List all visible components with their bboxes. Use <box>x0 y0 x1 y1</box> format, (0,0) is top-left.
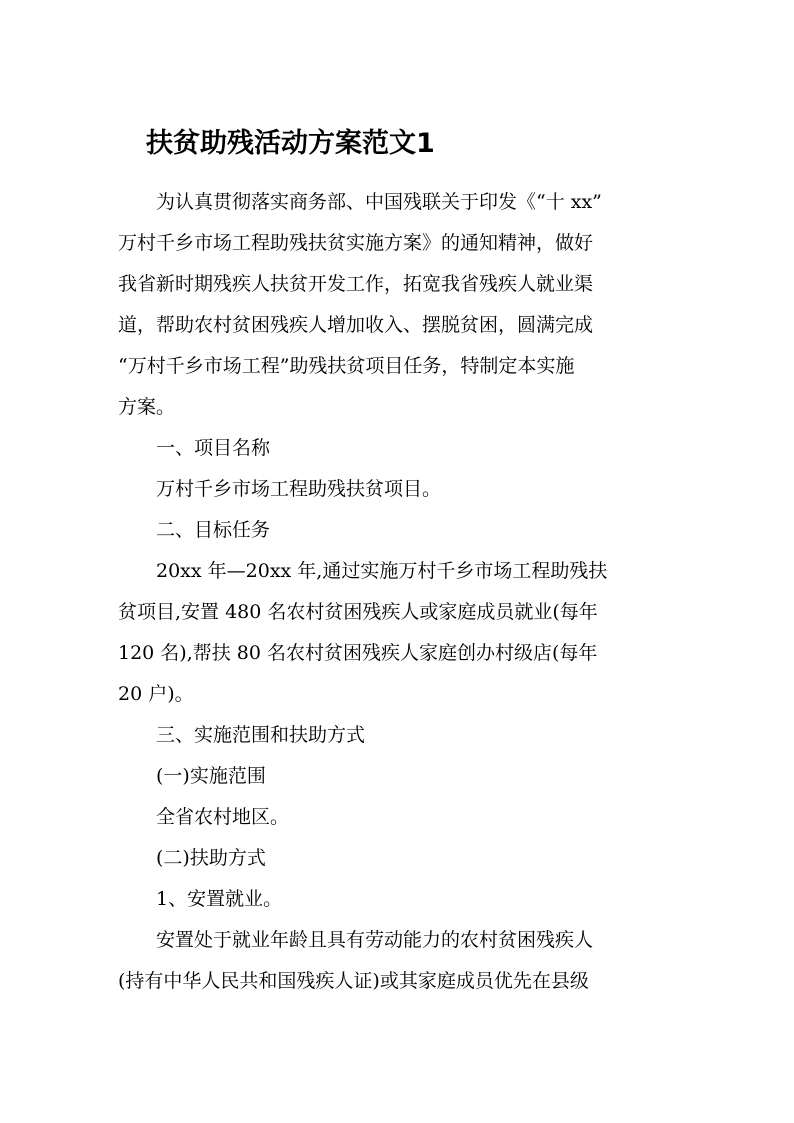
item-employment <box>118 879 658 920</box>
text-line: (一)实施范围 <box>156 765 266 787</box>
text-line: 120 名),帮扶 80 名农村贫困残疾人家庭创办村级店(每年 <box>118 642 598 664</box>
section-heading-scope <box>118 715 658 756</box>
text-line: 万村千乡市场工程助残扶贫实施方案》的通知精神，做好 <box>118 232 594 254</box>
text-line: 我省新时期残疾人扶贫开发工作，拓宽我省残疾人就业渠 <box>118 273 594 295</box>
document-body <box>118 182 658 1002</box>
subheading-assistance-methods <box>118 838 658 879</box>
text-line: 20 户)。 <box>118 683 194 705</box>
paragraph-goals <box>118 551 658 715</box>
text-line: 道，帮助农村贫困残疾人增加收入、摆脱贫困，圆满完成 <box>118 314 594 336</box>
text-line: 1、安置就业。 <box>156 888 283 910</box>
text-line: 一、项目名称 <box>156 437 271 459</box>
text-line: “万村千乡市场工程”助残扶贫项目任务，特制定本实施 <box>118 355 575 377</box>
text-line: 三、实施范围和扶助方式 <box>156 724 366 746</box>
paragraph-intro <box>118 182 658 428</box>
text-line: 为认真贯彻落实商务部、中国残联关于印发《“十 xx” <box>156 191 602 213</box>
subheading-scope <box>118 756 658 797</box>
text-line: (持有中华人民共和国残疾人证)或其家庭成员优先在县级 <box>118 970 589 992</box>
section-heading-goals <box>118 510 658 551</box>
section-heading-project-name <box>118 428 658 469</box>
paragraph-scope <box>118 797 658 838</box>
text-line: (二)扶助方式 <box>156 847 266 869</box>
text-line: 贫项目,安置 480 名农村贫困残疾人或家庭成员就业(每年 <box>118 601 598 623</box>
text-line: 二、目标任务 <box>156 519 271 541</box>
paragraph-employment <box>118 920 658 1002</box>
text-line: 全省农村地区。 <box>156 806 290 828</box>
text-line: 万村千乡市场工程助残扶贫项目。 <box>156 478 442 500</box>
text-line: 20xx 年—20xx 年,通过实施万村千乡市场工程助残扶 <box>156 560 608 582</box>
text-line: 方案。 <box>118 396 176 418</box>
text-line: 安置处于就业年龄且具有劳动能力的农村贫困残疾人 <box>156 929 594 951</box>
paragraph-project-name <box>118 469 658 510</box>
document-title: 扶贫助残活动方案范文1 <box>146 128 435 159</box>
